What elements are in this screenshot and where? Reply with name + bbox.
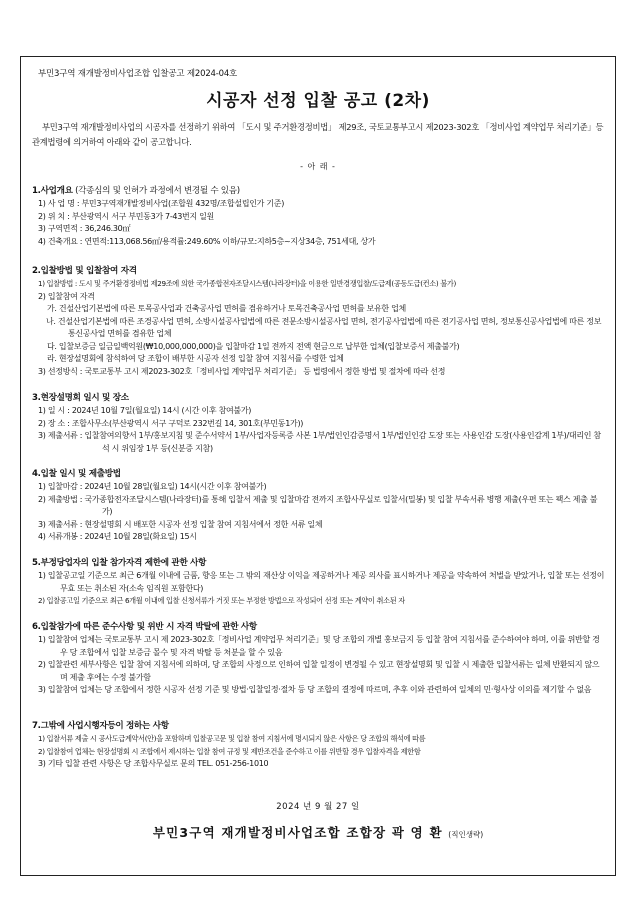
notice-number: 부민3구역 재개발정비사업조합 입찰공고 제2024-04호 [38,69,238,79]
list-item: 나. 건설산업기본법에 따른 조경공사업 면허, 소방시설공사업법에 따른 전문소방시설공사업 면허, 전기공사업법에 따른 전기공사업 면허, 정보통신공사업법에 따른 정보통신공사업 면허를 겸유한 업체 [46,316,602,338]
notice-date: 2024 년 9 월 27 일 [276,802,360,812]
list-item: 2) 위 치 : 부산광역시 서구 부민동3가 7-43번지 일원 [38,211,214,221]
signer-name: 부민3구역 재개발정비사업조합 조합장 곽 영 환 [152,825,443,840]
list-item: 가. 건설산업기본법에 따른 토목공사업과 건축공사업 면허를 겸유하거나 토목건축공사업 면허를 보유한 업체 [47,304,406,313]
list-item: 3) 제출서류 : 입찰참여의향서 1부/홍보지침 및 준수서약서 1부/사업자등록증 사본 1부/법인인감증명서 1부/법인인감 도장 또는 사용인감 도장(사용인감계 1부)/대리인 참석 시 위임장 1부 등(신분증 지참) [38,431,601,453]
list-item: 다. 입찰보증금 일금일백억원(₩10,000,000,000)을 입찰마감 1일 전까지 전액 현금으로 납부한 업체(입찰보증서 제출불가) [47,341,460,351]
list-item: 1) 입찰마감 : 2024년 10월 28일(월요일) 14시(시간 이후 참여불가) [38,482,267,491]
section-heading: 7.그밖에 사업시행자등이 정하는 사항 [32,721,169,731]
list-item: 라. 현장설명회에 참석하여 당 조합이 배부한 시공자 선정 입찰 참여 지침서를 수령한 업체 [47,354,344,363]
section-heading: 6.입찰참가에 따른 준수사항 및 위반 시 자격 박탈에 관한 사항 [32,622,257,632]
section-disqualification [32,556,606,608]
list-item: 1) 입찰공고일 기준으로 최근 6개월 이내에 금품, 향응 또는 그 밖의 재산상 이익을 제공하거나 제공 의사를 표시하거나 제공을 약속하여 처벌을 받았거나, 입찰 또는 선정이 무효 또는 취소된 자(소속 임직원 포함한다) [38,571,605,593]
list-item: 1) 입찰서류 제출 시 공사도급계약서(안)을 포함하며 입찰공고문 및 입찰 참여 지침서에 명시되지 않은 사항은 당 조합의 해석에 따름 [38,734,426,743]
list-item: 3) 기타 입찰 관련 사항은 당 조합사무실로 문의 TEL. 051-256-1010 [38,759,269,768]
section-heading: 4.입찰 일시 및 제출방법 [32,469,121,479]
list-item: 1) 입찰참여 업체는 국토교통부 고시 제 2023-302호「정비사업 계약업무 처리기준」및 당 조합의 개별 홍보금지 등 입찰 참여 지침서를 준수하여야 하며, 이를 위반할 경우 당 조합에서 입찰 보증금 몰수 및 자격 박탈 등 처분을 할 수 있음 [38,635,600,657]
section-heading: 2.입찰방법 및 입찰참여 자격 [32,266,137,276]
list-item: 1) 사 업 명 : 부민3구역재개발정비사업(조합원 432명/조합설립인가 기준) [38,199,285,208]
section-heading: 3.현장설명회 일시 및 장소 [32,393,129,403]
divider-label: - 아 래 - [300,162,336,171]
signer [0,823,636,841]
list-item: 3) 선정방식 : 국토교통부 고시 제2023-302호「정비사업 계약업무 처리기준」 등 법령에서 정한 방법 및 절차에 따라 선정 [38,366,446,376]
intro-paragraph: 부민3구역 재개발정비사업의 시공자를 선정하기 위하여 「도시 및 주거환경정비법」 제29조, 국토교통부고시 제2023-302호 「정비사업 계약업무 처리기준」등 관계법령에 의거하여 아래와 같이 공고합니다. [32,122,604,147]
list-item: 1) 일 시 : 2024년 10월 7일(월요일) 14시 (시간 이후 참여불가) [38,406,252,415]
list-item: 2) 입찰공고일 기준으로 최근 6개월 이내에 입찰 신청서류가 거짓 또는 부정한 방법으로 작성되어 선정 또는 계약이 취소된 자 [38,596,405,605]
page-title: 시공자 선정 입찰 공고 (2차) [206,91,430,111]
list-item: 1) 입찰방법 : 도시 및 주거환경정비법 제29조에 의한 국가종합전자조달시스템(나라장터)을 이용한 일반경쟁입찰/도급제(공동도급(컨소) 불가) [38,279,456,288]
section-compliance [32,620,606,697]
list-item: 4) 건축개요 : 연면적:113,068.56㎡/용적률:249.60% 이하/규모:지하5층~지상34층, 751세대, 상가 [38,236,376,246]
list-item: 2) 입찰참여 업체는 현장설명회 시 조합에서 제시하는 입찰 참여 규정 및 제반조건을 준수하고 이를 위반할 경우 입찰자격을 제한함 [38,746,421,756]
seal-note: (직인생략) [448,830,484,839]
section-bid-submission [32,467,606,544]
section-heading: 1.사업개요 (각종심의 및 인허가 과정에서 변경될 수 있음) [32,186,240,196]
list-item: 3) 제출서류 : 현장설명회 시 배포한 시공자 선정 입찰 참여 지침서에서 정한 서류 일체 [38,519,323,529]
list-item: 2) 입찰참여 자격 [38,291,95,301]
section-bidding-method [32,264,606,378]
list-item: 3) 구역면적 : 36,246.30㎡ [38,224,131,233]
section-heading: 5.부정당업자의 입찰 참가자격 제한에 관한 사항 [32,558,207,568]
list-item: 4) 서류개봉 : 2024년 10월 28일(화요일) 15시 [38,532,197,541]
section-briefing-session [32,391,606,455]
list-item: 2) 입찰관련 세부사항은 입찰 참여 지침서에 의하며, 당 조합의 사정으로 인하여 입찰 일정이 변경될 수 있고 현장설명회 및 입찰 시 제출한 입찰서류는 일체 반환되지 않으며 제출 후에는 수정 불가함 [38,660,600,682]
list-item: 2) 장 소 : 조합사무소(부산광역시 서구 구덕로 232번길 14, 301호(부민동1가)) [38,418,304,428]
section-other-matters [32,719,606,771]
section-project-overview [32,184,606,248]
list-item: 2) 제출방법 : 국가종합전자조달시스템(나라장터)를 통해 입찰서 제출 및 입찰마감 전까지 조합사무실로 입찰서(밀봉) 및 입찰 부속서류 병행 제출(우편 또는 팩스 제출 불가) [38,494,598,516]
list-item: 3) 입찰참여 업체는 당 조합에서 정한 시공자 선정 기준 및 방법·입찰일정·절차 등 당 조합의 결정에 따르며, 추후 이와 관련하여 일체의 민·형사상 이의를 제기할 수 없음 [38,685,592,694]
